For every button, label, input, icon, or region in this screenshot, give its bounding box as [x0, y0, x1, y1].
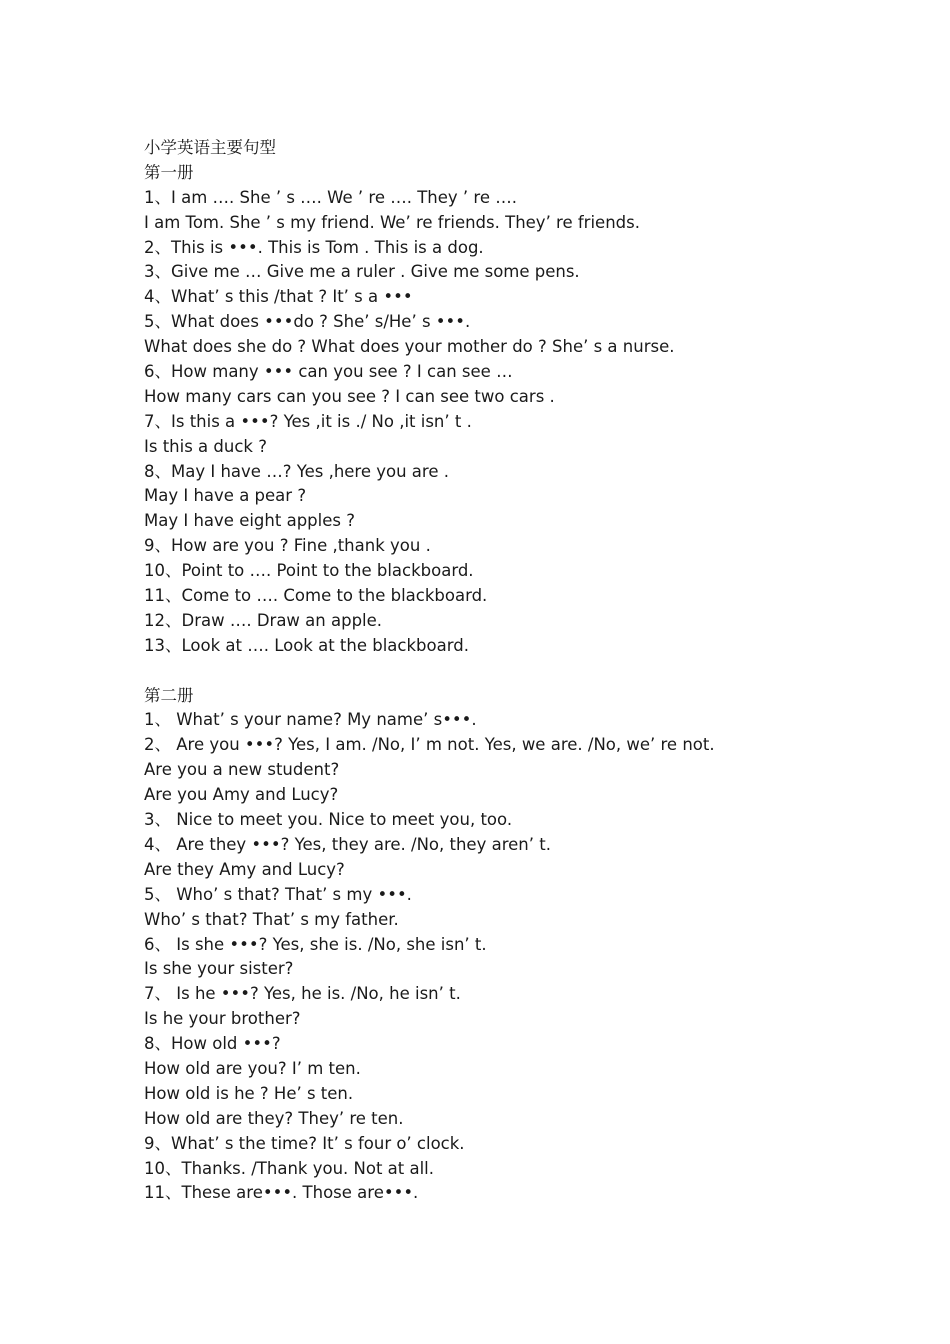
sentence-line: 1、I am …. She ’ s …. We ’ re …. They ’ re ….: [144, 187, 517, 207]
sentence-line: 2、 Are you •••? Yes, I am. /No, I’ m not. Yes, we are. /No, we’ re not.: [144, 735, 715, 755]
sentence-line: 2、This is •••. This is Tom . This is a dog.: [144, 237, 484, 257]
sentence-line: 10、Point to …. Point to the blackboard.: [144, 561, 474, 581]
sentence-line: 1、 What’ s your name? My name’ s•••.: [144, 710, 477, 730]
sentence-line: Who’ s that? That’ s my father.: [144, 909, 399, 929]
sentence-line: 7、Is this a •••? Yes ,it is ./ No ,it isn’ t .: [144, 411, 472, 431]
sentence-line: 10、Thanks. /Thank you. Not at all.: [144, 1158, 435, 1178]
sentence-line: 7、 Is he •••? Yes, he is. /No, he isn’ t.: [144, 984, 461, 1004]
section-spacer: [144, 659, 924, 684]
document-body: [144, 136, 924, 1206]
sentence-line: 5、 Who’ s that? That’ s my •••.: [144, 884, 412, 904]
sentence-line: 5、What does •••do ? She’ s/He’ s •••.: [144, 312, 471, 332]
sentence-line: Are you a new student?: [144, 760, 340, 780]
sentence-line: How old are they? They’ re ten.: [144, 1108, 404, 1128]
sentence-line: I am Tom. She ’ s my friend. We’ re friends. They’ re friends.: [144, 212, 640, 232]
sentence-line: 4、What’ s this /that ? It’ s a •••: [144, 287, 413, 307]
sentence-line: Are they Amy and Lucy?: [144, 859, 345, 879]
sentence-line: How old are you? I’ m ten.: [144, 1058, 361, 1078]
sentence-line: How old is he ? He’ s ten.: [144, 1083, 354, 1103]
sentence-line: 6、How many ••• can you see ? I can see …: [144, 362, 513, 382]
sentence-line: 13、Look at …. Look at the blackboard.: [144, 635, 469, 655]
sentence-line: 4、 Are they •••? Yes, they are. /No, they aren’ t.: [144, 834, 551, 854]
sentence-line: 6、 Is she •••? Yes, she is. /No, she isn’ t.: [144, 934, 487, 954]
sentence-line: 12、Draw …. Draw an apple.: [144, 610, 383, 630]
sentence-line: 11、These are•••. Those are•••.: [144, 1183, 419, 1203]
sentence-line: 11、Come to …. Come to the blackboard.: [144, 586, 488, 606]
document-title: 小学英语主要句型: [144, 138, 276, 157]
sentence-line: 3、Give me … Give me a ruler . Give me some pens.: [144, 262, 580, 282]
section-heading: 第二册: [144, 685, 194, 705]
sentence-line: 9、What’ s the time? It’ s four o’ clock.: [144, 1133, 465, 1153]
sentence-line: Is this a duck ?: [144, 436, 267, 456]
sentence-line: 3、 Nice to meet you. Nice to meet you, too.: [144, 810, 513, 830]
sentence-line: 9、How are you ? Fine ,thank you .: [144, 536, 431, 556]
sentence-line: How many cars can you see ? I can see two cars .: [144, 386, 555, 406]
sections-container: [144, 161, 924, 1206]
section-heading: 第一册: [144, 162, 194, 182]
sentence-line: Is she your sister?: [144, 959, 294, 979]
sentence-line: May I have a pear ?: [144, 486, 307, 506]
sentence-line: 8、How old •••?: [144, 1034, 281, 1054]
sentence-line: Are you Amy and Lucy?: [144, 785, 339, 805]
sentence-line: May I have eight apples ?: [144, 511, 355, 531]
sentence-line: Is he your brother?: [144, 1009, 301, 1029]
sentence-line: What does she do ? What does your mother do ? She’ s a nurse.: [144, 337, 675, 357]
sentence-line: 8、May I have …? Yes ,here you are .: [144, 461, 449, 481]
